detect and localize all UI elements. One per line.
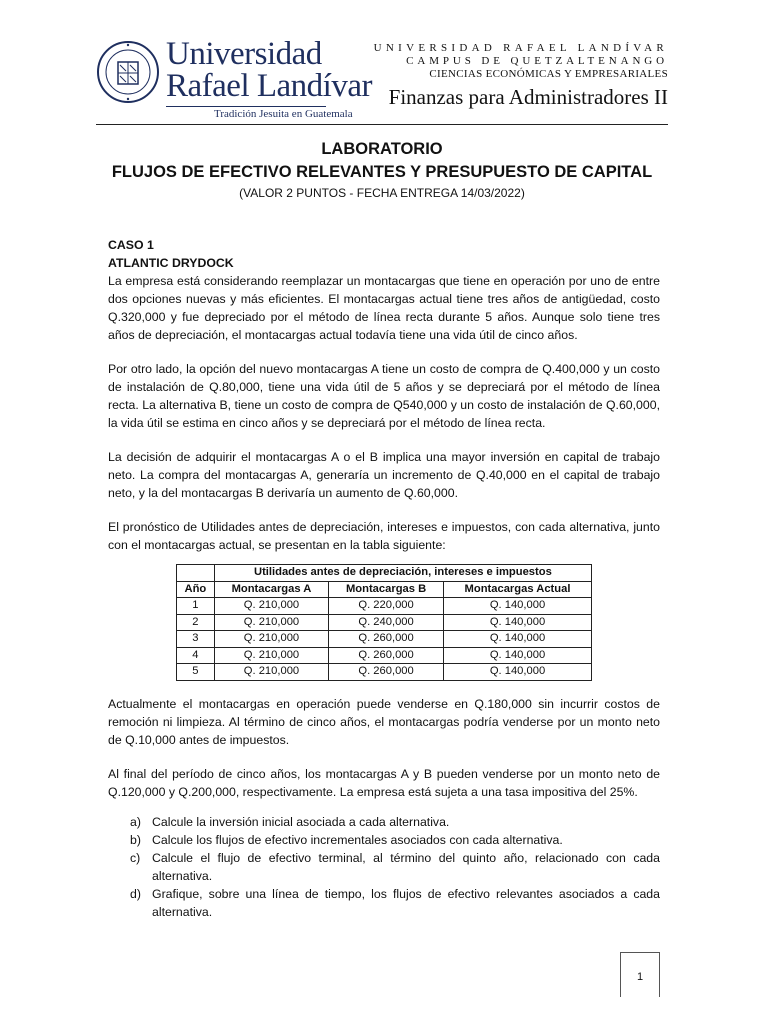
list-marker: d) bbox=[130, 886, 141, 901]
table-cell: Q. 260,000 bbox=[329, 631, 444, 648]
paragraph-3: La decisión de adquirir el montacargas A o el B implica una mayor inversión en capital de trabajo neto. La compra del montacargas A, generaría un incremento de Q.40,000 en el capital de trabajo neto, y la del montacargas B derivaría un aumento de Q.60,000. bbox=[108, 450, 660, 500]
case-label: CASO 1 bbox=[108, 238, 154, 252]
table-cell: Q. 240,000 bbox=[329, 614, 444, 631]
table-cell: Q. 220,000 bbox=[329, 598, 444, 615]
table-cell: Q. 260,000 bbox=[329, 664, 444, 681]
paragraph-2: Por otro lado, la opción del nuevo montacargas A tiene un costo de compra de Q.400,000 y un costo de instalación de Q.80,000, tiene una vida útil de 5 años y se depreciará por el método de línea recta. La alternativa B, tiene un costo de compra de Q540,000 y un costo de instalación de Q.60,000, la vida útil se estima en cinco años y se depreciará por el método de línea recta. bbox=[108, 362, 660, 430]
title-line-3: (VALOR 2 PUNTOS - FECHA ENTREGA 14/03/2022) bbox=[239, 186, 525, 200]
institution-name: UNIVERSIDAD RAFAEL LANDÍVAR bbox=[373, 42, 668, 54]
logo-line-2: Rafael Landívar bbox=[166, 68, 372, 104]
paragraph-5: Actualmente el montacargas en operación puede venderse en Q.180,000 sin incurrir costos de remoción ni limpieza. Al término de cinco años, el montacargas podría venderse por un monto neto de Q.10,000 antes de impuestos. bbox=[108, 696, 660, 747]
table-cell: Q. 210,000 bbox=[214, 598, 328, 615]
paragraph-6: Al final del período de cinco años, los montacargas A y B pueden venderse por un monto neto de Q.120,000 y Q.200,000, respectivamente. La empresa está sujeta a una tasa impositiva del 25%. bbox=[108, 766, 660, 799]
table-corner-cell bbox=[177, 565, 215, 582]
course-name: Finanzas para Administradores II bbox=[388, 85, 668, 109]
table-group-header-row bbox=[177, 565, 592, 582]
university-logo-wordmark bbox=[166, 38, 372, 102]
table-cell: Q. 140,000 bbox=[444, 647, 592, 664]
column-header: Año bbox=[177, 581, 215, 598]
column-header: Montacargas B bbox=[329, 581, 444, 598]
column-header: Montacargas A bbox=[214, 581, 328, 598]
list-item bbox=[108, 885, 660, 921]
university-seal-icon bbox=[96, 38, 160, 106]
table-cell: Q. 140,000 bbox=[444, 664, 592, 681]
table-cell: 1 bbox=[177, 598, 215, 615]
list-item bbox=[108, 849, 660, 885]
case-name: ATLANTIC DRYDOCK bbox=[108, 256, 234, 270]
paragraph-1: La empresa está considerando reemplazar un montacargas que tiene en operación por uno de entre dos opciones nuevas y más eficientes. El montacargas actual tiene tres años de antigüedad, costo Q.320,000 y fue depreciado por el método de línea recta durante 5 años. Aunque solo tiene tres años de depreciación, el montacargas actual todavía tiene una vida útil de cinco años. bbox=[108, 274, 660, 342]
table-cell: Q. 140,000 bbox=[444, 614, 592, 631]
table-cell: Q. 140,000 bbox=[444, 598, 592, 615]
earnings-table bbox=[176, 564, 592, 681]
table-cell: Q. 260,000 bbox=[329, 647, 444, 664]
campus-name: CAMPUS DE QUETZALTENANGO bbox=[406, 55, 668, 67]
list-marker: c) bbox=[130, 850, 141, 865]
table-row bbox=[177, 664, 592, 681]
list-marker: b) bbox=[130, 832, 141, 847]
table-row bbox=[177, 647, 592, 664]
document-title bbox=[96, 138, 668, 202]
title-line-1: LABORATORIO bbox=[321, 140, 443, 158]
logo-divider bbox=[166, 106, 326, 107]
question-list bbox=[108, 813, 660, 921]
document-header bbox=[96, 38, 668, 124]
table-cell: Q. 210,000 bbox=[214, 664, 328, 681]
table-cell: Q. 210,000 bbox=[214, 647, 328, 664]
question-text: Calcule la inversión inicial asociada a cada alternativa. bbox=[152, 814, 450, 829]
question-text: Calcule los flujos de efectivo incrementales asociados con cada alternativa. bbox=[152, 832, 563, 847]
institution-block bbox=[374, 42, 668, 111]
table-cell: Q. 140,000 bbox=[444, 631, 592, 648]
table-header-row bbox=[177, 581, 592, 598]
column-header: Montacargas Actual bbox=[444, 581, 592, 598]
header-divider bbox=[96, 124, 668, 125]
table-cell: 3 bbox=[177, 631, 215, 648]
logo-line-1: Universidad bbox=[166, 36, 322, 72]
faculty-name: CIENCIAS ECONÓMICAS Y EMPRESARIALES bbox=[429, 68, 668, 80]
question-text: Calcule el flujo de efectivo terminal, al término del quinto año, relacionado con cada alternativa. bbox=[152, 850, 660, 883]
table-cell: 2 bbox=[177, 614, 215, 631]
case-content bbox=[108, 236, 660, 921]
list-marker: a) bbox=[130, 814, 141, 829]
question-text: Grafique, sobre una línea de tiempo, los flujos de efectivo relevantes asociados a cada alternativa. bbox=[152, 886, 660, 919]
table-cell: 5 bbox=[177, 664, 215, 681]
table-row bbox=[177, 614, 592, 631]
table-row bbox=[177, 598, 592, 615]
paragraph-4: El pronóstico de Utilidades antes de depreciación, intereses e impuestos, con cada alternativa, junto con el montacargas actual, se presentan en la tabla siguiente: bbox=[108, 520, 660, 552]
table-cell: Q. 210,000 bbox=[214, 614, 328, 631]
table-group-header: Utilidades antes de depreciación, intereses e impuestos bbox=[214, 565, 591, 582]
list-item bbox=[108, 813, 660, 831]
table-cell: 4 bbox=[177, 647, 215, 664]
title-line-2: FLUJOS DE EFECTIVO RELEVANTES Y PRESUPUESTO DE CAPITAL bbox=[111, 163, 653, 181]
logo-tagline: Tradición Jesuita en Guatemala bbox=[214, 108, 353, 120]
list-item bbox=[108, 831, 660, 849]
page-number: 1 bbox=[620, 952, 660, 997]
table-row bbox=[177, 631, 592, 648]
table-cell: Q. 210,000 bbox=[214, 631, 328, 648]
